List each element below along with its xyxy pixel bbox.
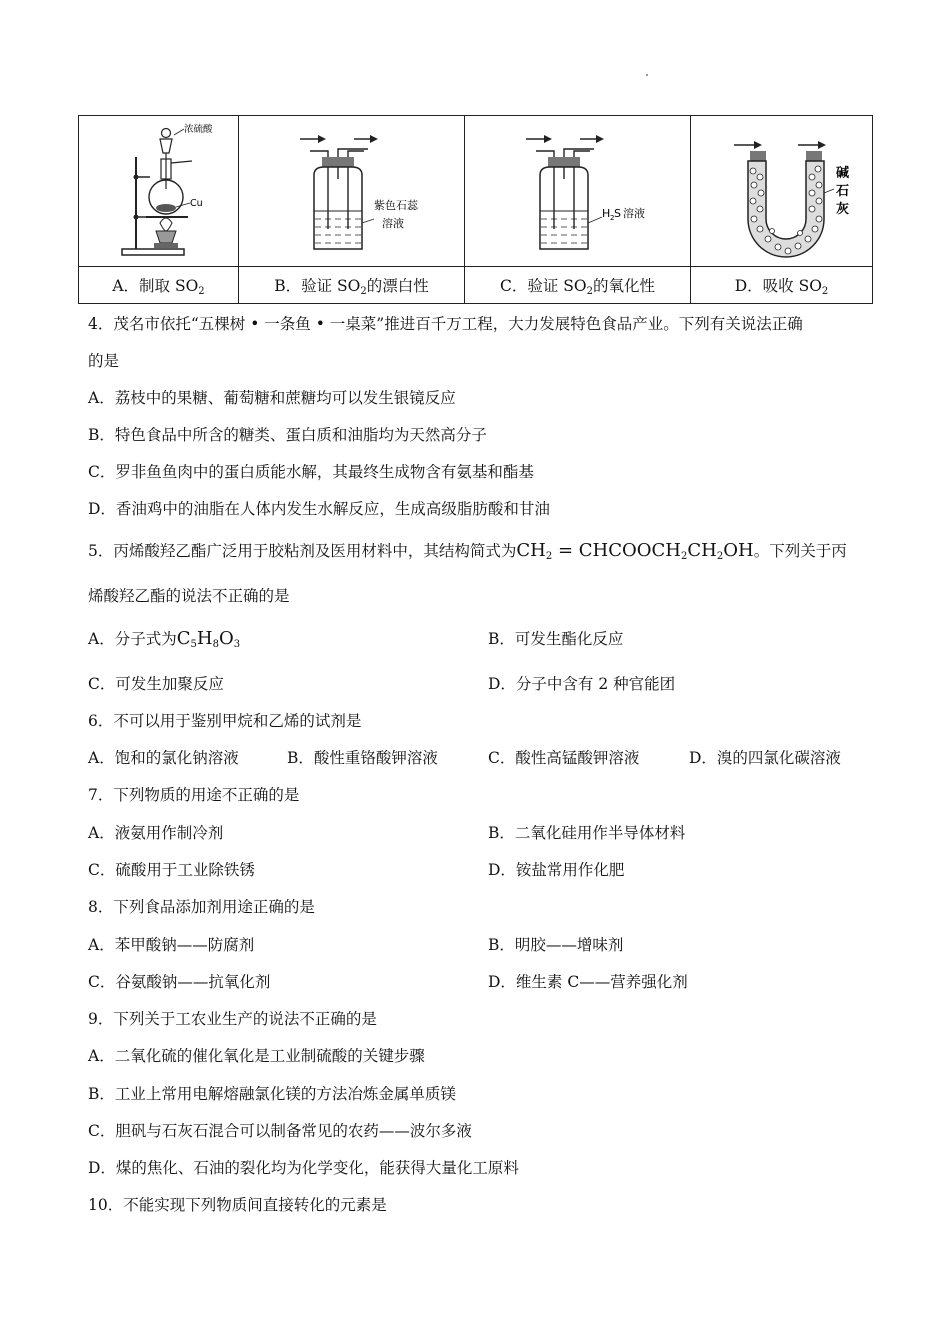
q6-option-d: D．溴的四氯化碳溶液 <box>689 749 841 767</box>
label-soda-lime-1: 碱 <box>835 165 849 181</box>
q4-option-d: D．香油鸡中的油脂在人体内发生水解反应，生成高级脂肪酸和甘油 <box>88 500 550 518</box>
apparatus-c-figure <box>478 119 678 264</box>
apparatus-a-figure <box>84 119 234 264</box>
q9-option-a: A．二氧化硫的催化氧化是工业制硫酸的关键步骤 <box>88 1047 425 1065</box>
q5-option-a: A．分子式为$C_5H_8O_3$ <box>88 628 241 650</box>
q6-option-b: B．酸性重铬酸钾溶液 <box>287 749 438 767</box>
apparatus-d-cell <box>691 116 873 267</box>
q8-option-c: C．谷氨酸钠——抗氧化剂 <box>88 973 271 991</box>
q8-option-a: A．苯甲酸钠——防腐剂 <box>88 936 255 954</box>
q4-option-a: A．荔枝中的果糖、葡萄糖和蔗糖均可以发生银镜反应 <box>88 389 456 407</box>
q8-option-d: D．维生素 C——营养强化剂 <box>488 973 688 991</box>
apparatus-c-cell <box>465 116 691 267</box>
q7-option-c: C．硫酸用于工业除铁锈 <box>88 861 255 879</box>
q7-stem: 7．下列物质的用途不正确的是 <box>88 786 300 804</box>
decorative-dot <box>646 74 648 76</box>
label-h2s-s: S <box>613 206 621 220</box>
q9-option-b: B．工业上常用电解熔融氯化镁的方法冶炼金属单质镁 <box>88 1085 456 1103</box>
label-h2s-h: H <box>601 206 610 220</box>
q9-option-c: C．胆矾与石灰石混合可以制备常见的农药——波尔多液 <box>88 1122 472 1140</box>
q4-option-c: C．罗非鱼鱼肉中的蛋白质能水解，其最终生成物含有氨基和酯基 <box>88 463 534 481</box>
caption-a: A．制取 $SO_2$ <box>79 267 239 304</box>
apparatus-d-figure <box>702 119 862 264</box>
label-soda-lime-2: 石 <box>835 183 849 199</box>
apparatus-b-cell <box>239 116 465 267</box>
q4-stem-cont: 的是 <box>88 352 120 370</box>
label-cu: Cu <box>189 197 203 209</box>
label-litmus: 紫色石蕊 <box>373 198 418 212</box>
label-conc-sulfuric-acid: 浓硫酸 <box>183 123 213 135</box>
q5-formula: $CH_2$ = $CHCOOCH_2CH_2OH$ <box>516 540 754 562</box>
label-litmus-solution: 溶液 <box>381 216 404 230</box>
q8-option-b: B．明胶——增味剂 <box>488 936 624 954</box>
q5-option-c: C．可发生加聚反应 <box>88 675 224 693</box>
q6-stem: 6．不可以用于鉴别甲烷和乙烯的试剂是 <box>88 712 362 730</box>
caption-c: C．验证 $SO_2$的氧化性 <box>465 267 691 304</box>
apparatus-a-cell <box>79 116 239 267</box>
q4-option-b: B．特色食品中所含的糖类、蛋白质和油脂均为天然高分子 <box>88 426 487 444</box>
q8-stem: 8．下列食品添加剂用途正确的是 <box>88 898 315 916</box>
caption-d: D．吸收 $SO_2$ <box>691 267 873 304</box>
q5-stem: 5．丙烯酸羟乙酯广泛用于胶粘剂及医用材料中，其结构简式为$CH_2$ = $CHCOOCH_2CH_2OH$。下列关于丙 <box>88 540 847 562</box>
q4-stem: 4．茂名市依托“五棵树 • 一条鱼 • 一桌菜”推进百千万工程，大力发展特色食品产业。下列有关说法正确 <box>88 315 803 333</box>
label-h2s-sub: 2 <box>609 213 614 222</box>
q6-option-a: A．饱和的氯化钠溶液 <box>88 749 239 767</box>
q5-option-b: B．可发生酯化反应 <box>488 630 624 648</box>
q7-option-d: D．铵盐常用作化肥 <box>488 861 625 879</box>
caption-b: B．验证 $SO_2$的漂白性 <box>239 267 465 304</box>
q5-option-d: D．分子中含有 2 种官能团 <box>488 675 676 693</box>
apparatus-table <box>78 115 873 304</box>
label-h2s-solution: 溶液 <box>622 206 645 220</box>
q9-stem: 9．下列关于工农业生产的说法不正确的是 <box>88 1010 377 1028</box>
q6-option-c: C．酸性高锰酸钾溶液 <box>488 749 640 767</box>
label-soda-lime-3: 灰 <box>835 201 849 217</box>
q10-stem: 10．不能实现下列物质间直接转化的元素是 <box>88 1196 387 1214</box>
q7-option-a: A．液氨用作制冷剂 <box>88 824 224 842</box>
q9-option-d: D．煤的焦化、石油的裂化均为化学变化，能获得大量化工原料 <box>88 1159 519 1177</box>
apparatus-b-figure <box>252 119 452 264</box>
q5-stem-cont: 烯酸羟乙酯的说法不正确的是 <box>88 587 290 605</box>
q7-option-b: B．二氧化硅用作半导体材料 <box>488 824 686 842</box>
